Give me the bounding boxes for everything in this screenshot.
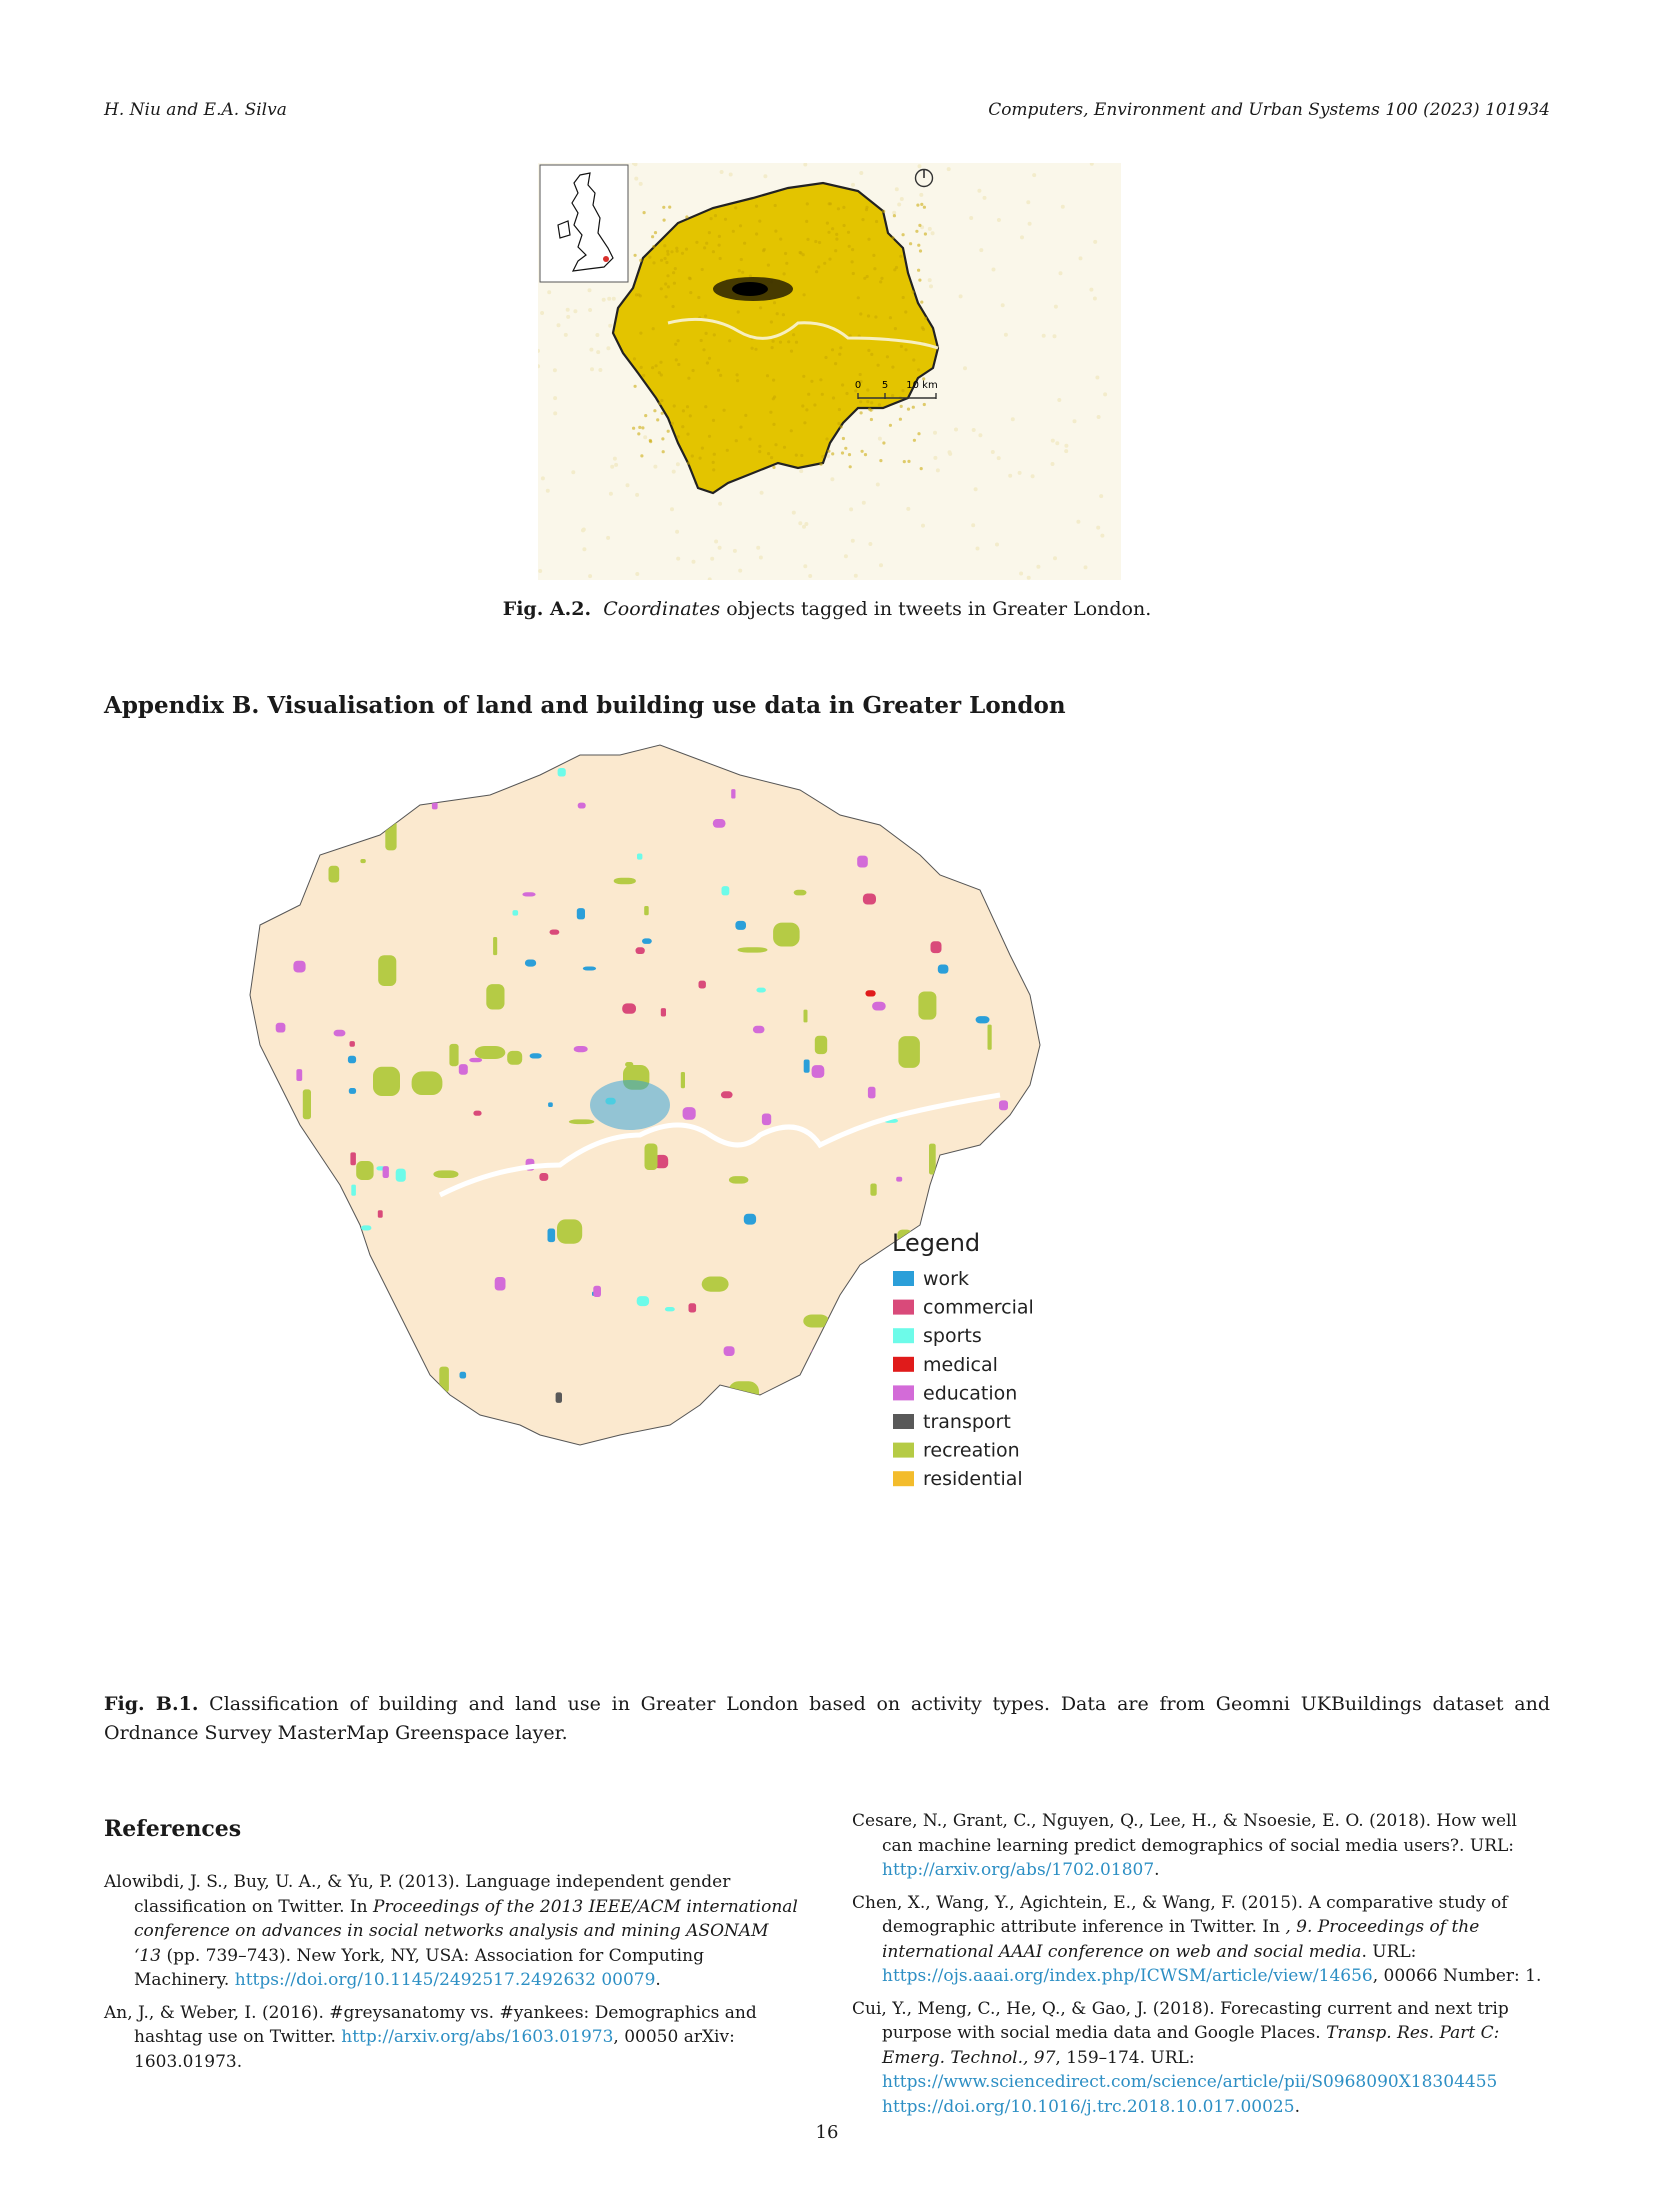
reference-link[interactable]: https://ojs.aaai.org/index.php/ICWSM/article/view/14656 bbox=[882, 1966, 1373, 1986]
scale-label-5: 5 bbox=[881, 380, 889, 391]
reference-item: Cesare, N., Grant, C., Nguyen, Q., Lee, H., & Nsoesie, E. O. (2018). How well can machine learning predict demographics of social media users?. URL: http://arxiv.org/abs/1702.01807. bbox=[852, 1811, 1517, 1880]
legend-label-sports: sports bbox=[923, 1325, 982, 1348]
legend-label-recreation: recreation bbox=[923, 1439, 1020, 1462]
legend-swatch-sports bbox=[893, 1328, 914, 1343]
legend-label-transport: transport bbox=[923, 1411, 1011, 1433]
central-london-core bbox=[732, 282, 768, 296]
reference-link[interactable]: https://www.sciencedirect.com/science/article/pii/S0968090X18304455 https://doi.org/10.1016/j.trc.2018.10.017.00025 bbox=[882, 2072, 1498, 2117]
legend-label-commercial: commercial bbox=[923, 1296, 1034, 1319]
reference-item: Chen, X., Wang, Y., Agichtein, E., & Wang, F. (2015). A comparative study of demographic attribute inference in Twitter. In , 9. Proceedings of the international AAAI conference on web and social media. URL: https://ojs.aaai.org/index.php/ICWSM/article/view/14656, 00066 Number: 1. bbox=[852, 1892, 1542, 1986]
legend bbox=[892, 1229, 1034, 1490]
references-left-column bbox=[104, 1870, 798, 2082]
legend-swatch-residential bbox=[893, 1471, 914, 1486]
appendix-b-heading: Appendix B. Visualisation of land and building use data in Greater London bbox=[104, 692, 1066, 719]
legend-swatch-medical bbox=[893, 1357, 914, 1372]
legend-swatch-work bbox=[893, 1271, 914, 1286]
central-work-cluster bbox=[590, 1080, 670, 1130]
reference-link[interactable]: http://arxiv.org/abs/1603.01973 bbox=[341, 2027, 614, 2047]
figure-a2-caption-italic: Coordinates bbox=[603, 598, 721, 620]
legend-title: Legend bbox=[892, 1229, 981, 1257]
legend-swatch-education bbox=[893, 1385, 914, 1400]
figure-b1-map bbox=[240, 735, 1420, 1645]
reference-item: An, J., & Weber, I. (2016). #greysanatomy vs. #yankees: Demographics and hashtag use on Twitter. http://arxiv.org/abs/1603.01973, 00050 arXiv: 1603.01973. bbox=[104, 2002, 757, 2072]
figure-a2-caption-text: objects tagged in tweets in Greater London. bbox=[720, 598, 1152, 620]
page-number: 16 bbox=[815, 2122, 839, 2143]
legend-label-work: work bbox=[923, 1268, 969, 1290]
figure-a2-map bbox=[538, 163, 1121, 580]
running-header-journal: Computers, Environment and Urban Systems 100 (2023) 101934 bbox=[988, 100, 1550, 120]
legend-label-residential: residential bbox=[923, 1468, 1023, 1491]
scale-label-0: 0 bbox=[854, 380, 862, 391]
figure-a2-label: Fig. A.2. bbox=[502, 598, 592, 620]
figure-b1-caption-text: Classification of building and land use in Greater London based on activity types. Data are from Geomni UKBuildings dataset and Ordnance Survey MasterMap Greenspace layer. bbox=[104, 1693, 1550, 1744]
reference-link[interactable]: https://doi.org/10.1145/2492517.2492632 00079 bbox=[234, 1970, 656, 1990]
reference-link[interactable]: http://arxiv.org/abs/1702.01807 bbox=[882, 1860, 1155, 1880]
legend-label-education: education bbox=[923, 1382, 1018, 1405]
running-header-authors: H. Niu and E.A. Silva bbox=[104, 100, 287, 120]
london-inset-marker bbox=[603, 256, 609, 262]
figure-b1-label: Fig. B.1. bbox=[104, 1693, 199, 1715]
legend-swatch-transport bbox=[893, 1414, 914, 1429]
reference-item: Alowibdi, J. S., Buy, U. A., & Yu, P. (2013). Language independent gender classification on Twitter. In Proceedings of the 2013 IEEE/ACM international conference on advances in social networks analysis and mining ASONAM ‘13 (pp. 739–743). New York, NY, USA: Association for Computing Machinery. https://doi.org/10.1145/2492517.2492632 00079. bbox=[104, 1872, 798, 1990]
figure-a2-caption bbox=[0, 598, 1654, 620]
references-right-column bbox=[852, 1809, 1552, 2127]
legend-swatch-commercial bbox=[893, 1300, 914, 1315]
figure-b1-caption bbox=[104, 1690, 1550, 1748]
references-heading: References bbox=[104, 1816, 242, 1842]
legend-label-medical: medical bbox=[923, 1353, 998, 1376]
scale-label-10km: 10 km bbox=[906, 380, 938, 391]
reference-item: Cui, Y., Meng, C., He, Q., & Gao, J. (2018). Forecasting current and next trip purpose with social media data and Google Places. Transp. Res. Part C: Emerg. Technol., 97, 159–174. URL: https://www.sciencedirect.com/science/article/pii/S0968090X18304455 https://doi.org/10.1016/j.trc.2018.10.017.00025. bbox=[852, 1998, 1509, 2117]
legend-swatch-recreation bbox=[893, 1443, 914, 1458]
